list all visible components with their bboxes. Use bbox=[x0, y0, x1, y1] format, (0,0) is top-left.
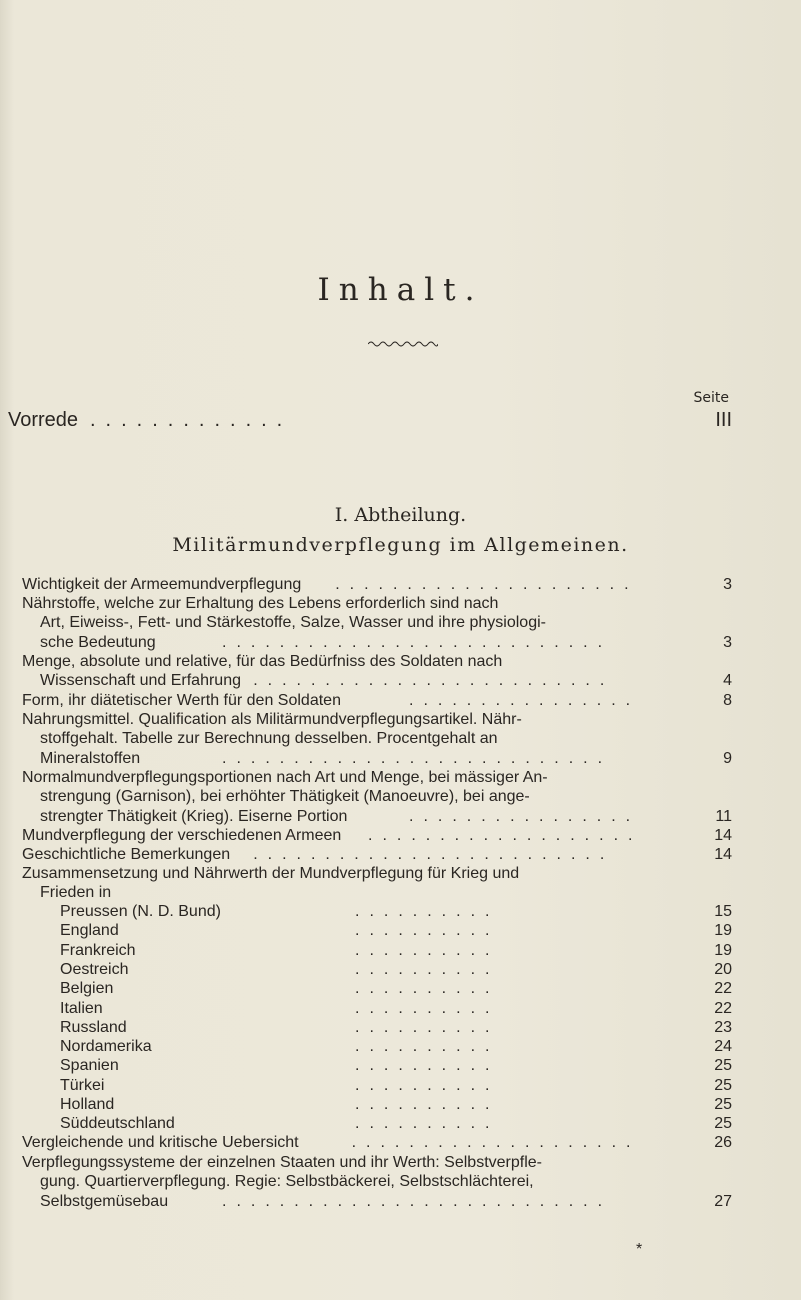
toc-country-row bbox=[60, 1018, 732, 1038]
toc-label: Frankreich bbox=[60, 941, 136, 959]
toc-entry-line bbox=[22, 1133, 732, 1153]
toc-page: 15 bbox=[714, 903, 732, 920]
toc-label: Wissenschaft und Erfahrung bbox=[40, 672, 241, 690]
toc-page: 11 bbox=[715, 807, 732, 825]
dot-leader: .......... bbox=[355, 1115, 500, 1133]
toc-label: strengter Thätigkeit (Krieg). Eiserne Portion bbox=[40, 807, 348, 825]
toc-country-row bbox=[60, 1056, 732, 1076]
toc-label: Normalmundverpflegungsportionen nach Art und Menge, bei mässiger An- bbox=[22, 769, 548, 786]
toc-entry-line bbox=[22, 1153, 732, 1173]
toc-country-row bbox=[60, 999, 732, 1019]
toc-entry-line bbox=[22, 845, 732, 865]
dot-leader: .......... bbox=[355, 1096, 500, 1113]
dot-leader: ..................... bbox=[335, 576, 639, 593]
toc-page: 19 bbox=[714, 941, 732, 959]
dot-leader: .......... bbox=[355, 1076, 500, 1094]
dot-leader: ................ bbox=[409, 807, 641, 825]
toc-country-row bbox=[60, 979, 732, 999]
toc-entry-line bbox=[40, 749, 732, 769]
toc-page: 25 bbox=[714, 1096, 732, 1113]
toc-row-vorrede bbox=[8, 410, 732, 430]
dot-leader: .......... bbox=[355, 903, 500, 920]
dot-leader: .......... bbox=[355, 960, 500, 978]
toc-entry-line bbox=[40, 807, 732, 827]
toc-label: Italien bbox=[60, 999, 103, 1017]
dot-leader: .......... bbox=[355, 1038, 500, 1056]
dot-leader: .......... bbox=[355, 980, 500, 998]
toc-entry-line bbox=[40, 613, 732, 633]
dot-leader: .......... bbox=[355, 941, 500, 959]
toc-entry-line bbox=[22, 575, 732, 595]
toc-label: Selbstgemüsebau bbox=[40, 1192, 169, 1210]
toc-entry-line bbox=[40, 787, 732, 807]
toc-label: Nahrungsmittel. Qualification als Militärmundverpflegungsartikel. Nähr- bbox=[22, 711, 522, 728]
toc-label: Form, ihr diätetischer Werth für den Soldaten bbox=[22, 692, 341, 709]
dot-leader: ................ bbox=[409, 692, 641, 709]
toc-label: Türkei bbox=[60, 1076, 105, 1094]
toc-entry-line bbox=[22, 652, 732, 672]
toc-page: 4 bbox=[723, 672, 732, 690]
dot-leader: ......................... bbox=[253, 672, 615, 690]
toc-entry-line bbox=[40, 1172, 732, 1192]
toc-label: England bbox=[60, 922, 119, 940]
toc-page: 25 bbox=[714, 1115, 732, 1133]
toc-label: Mundverpflegung der verschiedenen Armeen bbox=[22, 827, 342, 844]
dot-leader: ........................... bbox=[222, 749, 613, 767]
toc-country-row bbox=[60, 902, 732, 922]
dot-leader: ............. bbox=[90, 409, 293, 431]
toc-label: Nährstoffe, welche zur Erhaltung des Lebens erforderlich sind nach bbox=[22, 595, 499, 612]
toc-entry-line bbox=[22, 826, 732, 846]
dot-leader: .......... bbox=[355, 1018, 500, 1036]
toc-label: Art, Eiweiss-, Fett- und Stärkestoffe, Salze, Wasser und ihre physiologi- bbox=[40, 614, 546, 632]
toc-label: Süddeutschland bbox=[60, 1115, 175, 1133]
toc-page: 25 bbox=[714, 1057, 732, 1075]
toc-page: 26 bbox=[714, 1134, 732, 1151]
toc-country-row bbox=[60, 921, 732, 941]
toc-page: 9 bbox=[723, 749, 732, 767]
toc-entry-line bbox=[40, 729, 732, 749]
dot-leader: ......................... bbox=[253, 846, 615, 863]
toc-page: 14 bbox=[714, 846, 732, 863]
toc-label: Geschichtliche Bemerkungen bbox=[22, 846, 231, 863]
section-heading: I. Abtheilung. bbox=[334, 504, 467, 526]
section-subheading: Militärmundverpflegung im Allgemeinen. bbox=[172, 534, 629, 556]
seite-column-label: Seite bbox=[693, 390, 729, 406]
toc-country-row bbox=[60, 1095, 732, 1115]
toc-label: Vorrede bbox=[8, 409, 79, 431]
toc-entry-line bbox=[40, 633, 732, 653]
toc-label: Russland bbox=[60, 1018, 127, 1036]
footer-mark: * bbox=[636, 1241, 643, 1258]
toc-page: 24 bbox=[714, 1038, 732, 1056]
toc-label: Spanien bbox=[60, 1057, 119, 1075]
toc-label: Frieden in bbox=[40, 884, 112, 902]
toc-entry-line bbox=[40, 671, 732, 691]
toc-page: 22 bbox=[714, 980, 732, 998]
toc-label: Holland bbox=[60, 1096, 115, 1113]
toc-page: 23 bbox=[714, 1018, 732, 1036]
toc-label: Wichtigkeit der Armeemundverpflegung bbox=[22, 576, 302, 593]
toc-page: 8 bbox=[723, 692, 732, 709]
toc-label: Preussen (N. D. Bund) bbox=[60, 903, 221, 920]
toc-label: Mineralstoffen bbox=[40, 749, 141, 767]
toc-entry-line bbox=[22, 691, 732, 711]
dot-leader: .......... bbox=[355, 999, 500, 1017]
toc-page: 19 bbox=[714, 922, 732, 940]
toc-label: Zusammensetzung und Nährwerth der Mundverpflegung für Krieg und bbox=[22, 865, 520, 882]
toc-page: 3 bbox=[723, 576, 732, 593]
toc-page: 22 bbox=[714, 999, 732, 1017]
toc-page: 27 bbox=[714, 1192, 732, 1210]
toc-label: Belgien bbox=[60, 980, 114, 998]
title-ornament bbox=[368, 340, 438, 348]
toc-country-row bbox=[60, 941, 732, 961]
toc-country-row bbox=[60, 1114, 732, 1134]
toc-entry-line bbox=[22, 594, 732, 614]
toc-label: sche Bedeutung bbox=[40, 633, 156, 651]
toc-label: strengung (Garnison), bei erhöhter Thätigkeit (Manoeuvre), bei ange- bbox=[40, 788, 530, 806]
toc-label: gung. Quartierverpflegung. Regie: Selbstbäckerei, Selbstschlächterei, bbox=[40, 1173, 534, 1191]
toc-label: Oestreich bbox=[60, 960, 129, 978]
dot-leader: .................... bbox=[351, 1134, 641, 1151]
toc-label: Menge, absolute und relative, für das Bedürfniss des Soldaten nach bbox=[22, 653, 503, 670]
toc-entry-line bbox=[22, 864, 732, 884]
toc-label: Nordamerika bbox=[60, 1038, 152, 1056]
dot-leader: ........................... bbox=[222, 633, 613, 651]
toc-entry-line bbox=[22, 710, 732, 730]
toc-entry-line bbox=[22, 768, 732, 788]
dot-leader: ................... bbox=[368, 827, 643, 844]
toc-page: III bbox=[715, 409, 732, 431]
toc-country-row bbox=[60, 1037, 732, 1057]
dot-leader: .......... bbox=[355, 1057, 500, 1075]
toc-entry-line bbox=[40, 883, 732, 903]
toc-country-row bbox=[60, 1076, 732, 1096]
page-title: Inhalt. bbox=[317, 272, 484, 308]
toc-page: 14 bbox=[714, 827, 732, 844]
toc-label: stoffgehalt. Tabelle zur Berechnung desselben. Procentgehalt an bbox=[40, 730, 498, 748]
toc-country-row bbox=[60, 960, 732, 980]
toc-label: Verpflegungssysteme der einzelnen Staaten und ihr Werth: Selbstverpfle- bbox=[22, 1154, 542, 1171]
toc-page: 20 bbox=[714, 960, 732, 978]
dot-leader: ........................... bbox=[222, 1192, 613, 1210]
toc-page: 3 bbox=[723, 633, 732, 651]
toc-label: Vergleichende und kritische Uebersicht bbox=[22, 1134, 299, 1151]
toc-page: 25 bbox=[714, 1076, 732, 1094]
toc-entry-line bbox=[40, 1192, 732, 1212]
dot-leader: .......... bbox=[355, 922, 500, 940]
